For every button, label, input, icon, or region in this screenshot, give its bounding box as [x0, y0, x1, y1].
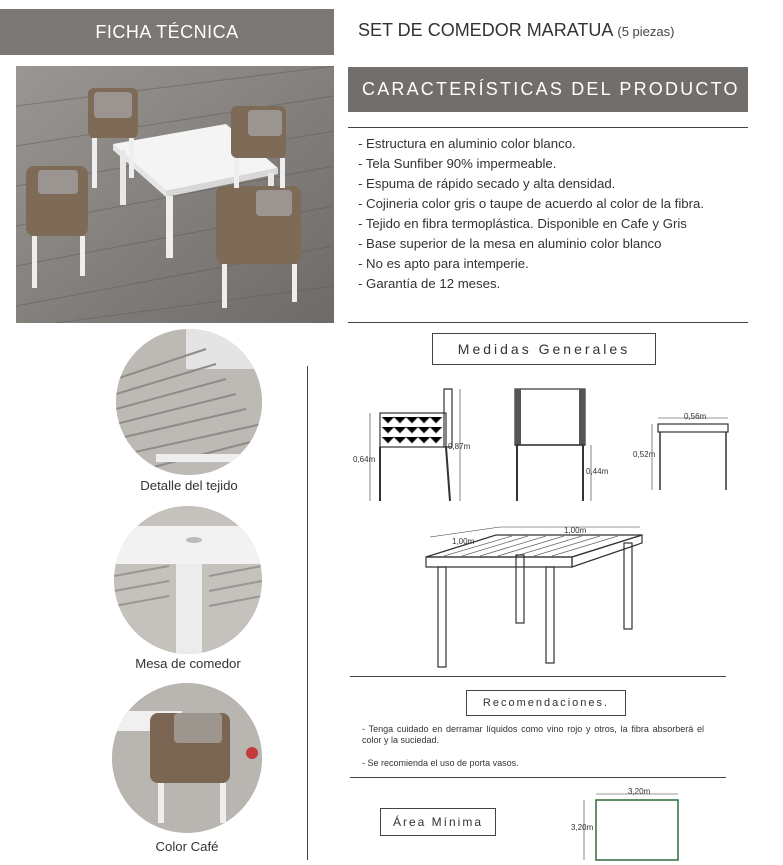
ficha-tecnica-header	[0, 9, 334, 55]
feature-item: - Espuma de rápido secado y alta densidad.	[358, 176, 616, 191]
product-pieces: (5 piezas)	[617, 24, 675, 39]
cafe-color-chair-photo	[112, 683, 262, 833]
min-area-width-label: 3,20m	[628, 787, 651, 796]
feature-item: - Tela Sunfiber 90% impermeable.	[358, 156, 557, 171]
weave-detail-caption: Detalle del tejido	[140, 478, 238, 493]
measures-title: Medidas Generales	[457, 341, 631, 357]
chair-width-label: 0,56m	[684, 412, 707, 421]
divider-recommendations	[350, 777, 726, 778]
dining-table-photo	[114, 506, 262, 654]
recommendations-title-box	[466, 690, 626, 716]
weave-detail-photo	[116, 329, 262, 475]
product-name: SET DE COMEDOR MARATUA	[358, 20, 613, 40]
divider-top	[348, 127, 748, 128]
product-title	[358, 20, 674, 41]
min-area-title: Área Mínima	[392, 815, 484, 829]
recommendations-title: Recomendaciones.	[482, 697, 610, 709]
min-area-diagram	[578, 788, 682, 862]
feature-item: - Cojineria color gris o taupe de acuerdo al color de la fibra.	[358, 196, 704, 211]
chair-seat-height-label: 0,64m	[353, 455, 376, 464]
ficha-tecnica-title: FICHA TÉCNICA	[95, 21, 239, 42]
recommendation-item: - Tenga cuidado en derramar líquidos como vino rojo y otros, la fibra absorberá el color y la suciedad.	[362, 724, 704, 745]
characteristics-header	[348, 67, 748, 112]
chair-front-diagram	[505, 383, 597, 503]
chair-total-height-label: 0,87m	[448, 442, 471, 451]
feature-item: - Base superior de la mesa en aluminio color blanco	[358, 236, 662, 251]
table-depth-label: 1,00m	[452, 537, 475, 546]
cafe-color-caption: Color Café	[155, 839, 219, 854]
recommendation-item: - Se recomienda el uso de porta vasos.	[362, 758, 519, 768]
vertical-divider	[307, 366, 308, 860]
measures-title-box	[432, 333, 656, 365]
feature-item: - Garantía de 12 meses.	[358, 276, 501, 291]
feature-item: - No es apto para intemperie.	[358, 256, 529, 271]
table-width-label: 1,00m	[564, 526, 587, 535]
feature-item: - Tejido en fibra termoplástica. Disponible en Cafe y Gris	[358, 216, 687, 231]
characteristics-title: CARACTERÍSTICAS DEL PRODUCTO	[362, 79, 740, 99]
min-area-depth-label: 3,20m	[571, 823, 594, 832]
feature-item: - Estructura en aluminio color blanco.	[358, 136, 576, 151]
chair-depth-label: 0,52m	[633, 450, 656, 459]
chair-front-height-label: 0,44m	[586, 467, 609, 476]
divider-measures	[350, 676, 726, 677]
divider-features	[348, 322, 748, 323]
features-list	[358, 134, 730, 294]
chair-dimension-diagram	[648, 412, 734, 492]
min-area-title-box	[380, 808, 496, 836]
table-diagram	[420, 525, 655, 670]
dining-set-photo	[16, 66, 334, 323]
dining-table-caption: Mesa de comedor	[135, 656, 241, 671]
